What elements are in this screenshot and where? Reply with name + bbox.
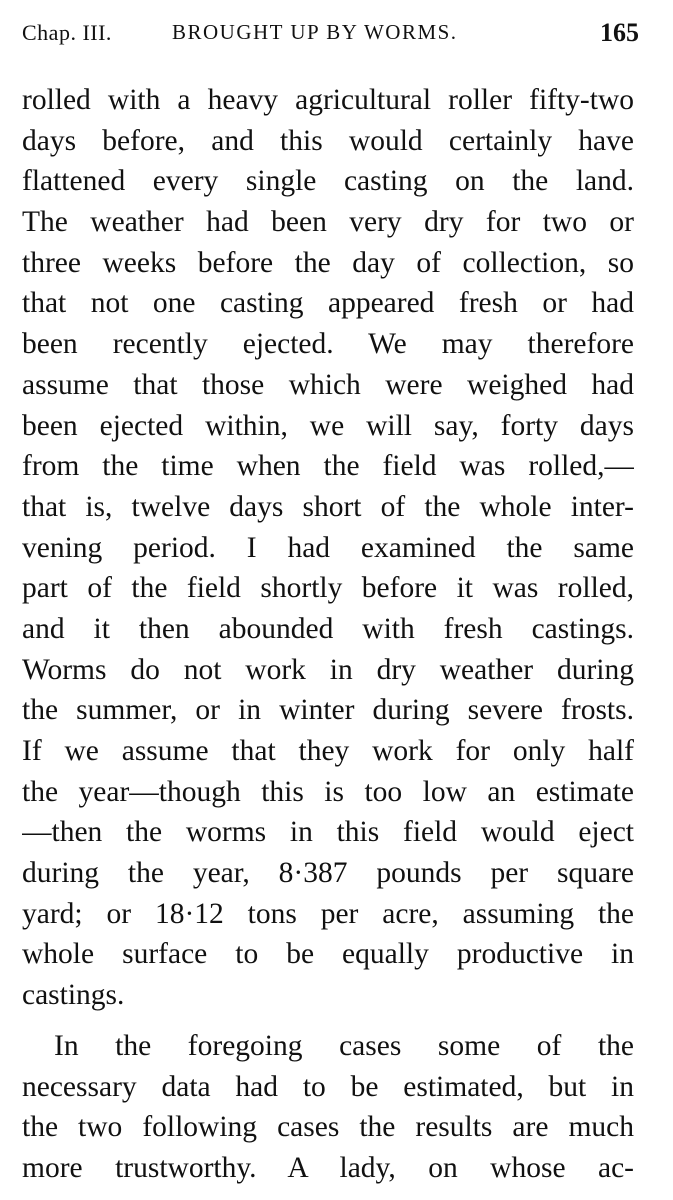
text-line: —then the worms in this field would eject <box>22 816 634 849</box>
page-number: 165 <box>600 18 639 47</box>
text-line: been recently ejected. We may therefore <box>22 328 634 361</box>
text-line: flattened every single casting on the land. <box>22 165 634 198</box>
text-line: from the time when the field was rolled,— <box>22 450 634 483</box>
text-line: whole surface to be equally productive in <box>22 938 634 971</box>
text-line: three weeks before the day of collection, so <box>22 246 634 279</box>
text-line: castings. <box>22 979 125 1012</box>
text-line: assume that those which were weighed had <box>22 368 634 401</box>
text-line: vening period. I had examined the same <box>22 531 634 564</box>
text-line: necessary data had to be estimated, but in <box>22 1070 634 1103</box>
body-text <box>22 80 634 1189</box>
text-line: Worms do not work in dry weather during <box>22 653 634 686</box>
text-line: The weather had been very dry for two or <box>22 206 634 239</box>
text-line: rolled with a heavy agricultural roller fifty-two <box>22 84 634 116</box>
text-line: that is, twelve days short of the whole inter- <box>22 490 634 523</box>
text-line: the year—though this is too low an estimate <box>22 775 634 808</box>
text-line: and it then abounded with fresh castings. <box>22 612 634 645</box>
text-line: the summer, or in winter during severe frosts. <box>22 694 634 727</box>
text-line: during the year, 8·387 pounds per square <box>22 857 634 890</box>
chapter-label: Chap. III. <box>22 20 112 45</box>
text-line: been ejected within, we will say, forty days <box>22 409 634 442</box>
running-title: BROUGHT UP BY WORMS. <box>172 20 458 44</box>
text-line: more trustworthy. A lady, on whose ac- <box>22 1151 634 1184</box>
text-line: part of the field shortly before it was rolled, <box>22 572 634 605</box>
text-line: yard; or 18·12 tons per acre, assuming the <box>22 897 634 930</box>
text-line: the two following cases the results are much <box>22 1111 634 1144</box>
text-line: If we assume that they work for only half <box>22 735 634 767</box>
running-header <box>22 18 639 52</box>
text-line: that not one casting appeared fresh or had <box>22 287 634 320</box>
paragraph-1 <box>22 80 634 1016</box>
text-line: days before, and this would certainly have <box>22 124 634 157</box>
paragraph-2 <box>22 1026 634 1189</box>
text-line: In the foregoing cases some of the <box>54 1029 634 1062</box>
